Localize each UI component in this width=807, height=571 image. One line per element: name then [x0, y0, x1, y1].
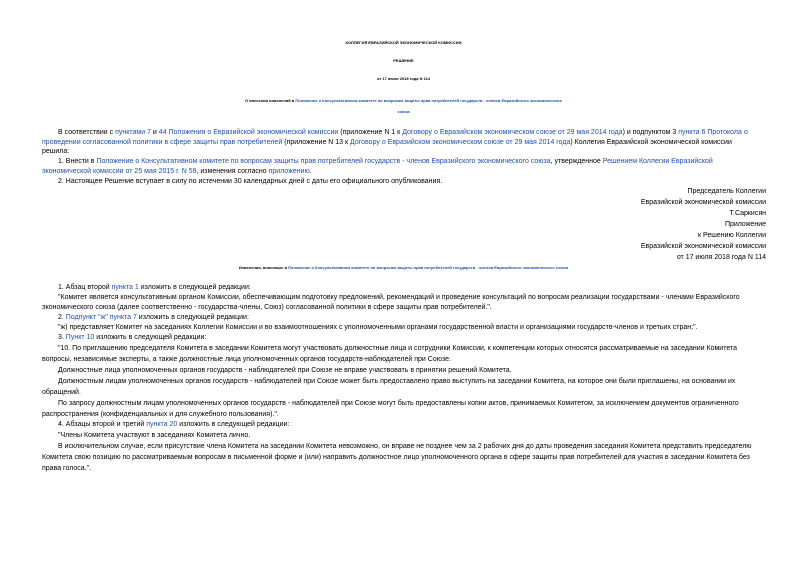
text: ) и подпунктом 3: [622, 129, 679, 136]
signature-line-6: Евразийской экономической комиссии: [640, 243, 766, 250]
signature-line-1: Председатель Коллегии: [687, 188, 766, 195]
text: ) Коллегия Евразийской экономической комиссии: [570, 139, 732, 146]
text: изложить в следующей редакции:: [136, 314, 249, 321]
link-point-1[interactable]: пункта 1: [111, 284, 139, 291]
header-doc-type: РЕШЕНИЕ: [393, 58, 414, 63]
annex-line-6: [58, 333, 206, 342]
item-1-line-1: [58, 157, 713, 166]
annex-line-2: "Комитет является консультативным органом Комиссии, обеспечивающим подготовку предложений, рекомендаций и проведение консультаций по вопросам реализации государствами - членами Евразийского: [58, 294, 740, 301]
text: (приложение N 13 к: [282, 139, 351, 146]
annex-line-4: [58, 313, 249, 322]
text: (приложение N 1 к: [338, 129, 403, 136]
annex-line-18: права голоса.".: [42, 465, 92, 472]
header-title-text: О внесении изменений в: [245, 98, 296, 103]
item-2: 2. Настоящее Решение вступает в силу по истечении 30 календарных дней с даты его официального опубликования.: [58, 178, 443, 185]
header-org: КОЛЛЕГИЯ ЕВРАЗИЙСКОЙ ЭКОНОМИЧЕСКОЙ КОМИССИИ: [345, 40, 462, 45]
preamble-line-1: [58, 128, 748, 137]
annex-line-14: [58, 420, 289, 429]
annex-line-17: Комитета свою позицию по рассматриваемым вопросам в письменной форме и (или) направить должностное лицо уполномоченного органа в сфере защиты прав потребителей для участия в заседании Комитета без: [42, 454, 750, 461]
text: 4. Абзацы второй и третий: [58, 421, 147, 428]
header-date: от 17 июля 2018 года N 114: [376, 76, 431, 81]
annex-line-8: вопросы, независимые эксперты, а также должностные лица уполномоченных органов государств-наблюдателей при Союзе.: [42, 356, 451, 363]
signature-line-4: Приложение: [724, 221, 766, 228]
link-eaeu-treaty-2[interactable]: Договору о Евразийском экономическом союзе от 29 мая 2014 года: [350, 139, 571, 146]
signature-line-7: от 17 июля 2018 года N 114: [676, 254, 766, 261]
text: 2.: [58, 314, 66, 321]
link-regulation[interactable]: Положение о Консультативном комитете по вопросам защиты прав потребителей государств - членов Евразийского экономического союза: [96, 158, 551, 165]
annex-line-1: [58, 283, 251, 292]
link-point-20[interactable]: пункта 20: [146, 421, 178, 428]
text: изложить в следующей редакции:: [177, 421, 290, 428]
link-eec-regulation[interactable]: 44 Положения о Евразийской экономической комиссии: [158, 129, 339, 136]
item-1-line-2: [42, 167, 312, 176]
annex-line-13: распространения (конфиденциальных и для служебного пользования).".: [42, 411, 279, 418]
annex-line-12: По запросу должностным лицам уполномоченных органов государств - наблюдателей при Союзе могут быть предоставлены копии актов, принимаемых Комитетом, за исключением документов ограниченного: [58, 400, 739, 407]
text: 3.: [58, 334, 66, 341]
text: 1. Внести в: [58, 158, 97, 165]
annex-line-10: Должностным лицам уполномоченных органов государств - наблюдателей при Союзе может быть предоставлено право выступить на заседании Комитета, на которое они были приглашены, на основании их: [58, 378, 736, 385]
text: 1. Абзац второй: [58, 284, 112, 291]
annex-line-7: "10. По приглашению председателя Комитета в заседании Комитета могут участвовать должностные лица и сотрудники Комиссии, к компетенции которых относятся рассматриваемые на заседании Комитета: [58, 345, 738, 352]
text: , изменения согласно: [196, 168, 269, 175]
text: .: [309, 168, 312, 175]
annex-title-text: Изменения, вносимые в: [238, 265, 289, 270]
annex-line-15: "Члены Комитета участвуют в заседаниях Комитета лично.: [58, 432, 251, 439]
signature-line-2: Евразийской экономической комиссии: [640, 199, 766, 206]
annex-line-3: экономического союза (далее соответственно - государства-члены, Союз) согласованной политики в сфере защиты прав потребителей.".: [42, 304, 492, 311]
text: изложить в следующей редакции:: [138, 284, 251, 291]
signature-line-5: к Решению Коллегии: [698, 232, 766, 239]
annex-line-9: Должностные лица уполномоченных органов государств - наблюдателей при Союзе не вправе участвовать в принятии решений Комитета.: [58, 367, 512, 374]
header-title-link-cont[interactable]: союза: [397, 109, 410, 114]
text: В соответствии с: [58, 129, 116, 136]
annex-line-5: "ж) представляет Комитет на заседаниях Коллегии Комиссии и во взаимоотношениях с уполномоченными органами государственной власти и организациями государств-членов и третьих стран;".: [58, 324, 698, 331]
link-points-7[interactable]: пунктами 7: [115, 129, 151, 136]
text: и: [150, 129, 159, 136]
annex-line-16: В исключительном случае, если присутствие члена Комитета на заседании Комитета невозможно, он вправе не позднее чем за 2 рабочих дня до даты проведения заседания Комитета представить председателю: [58, 443, 752, 450]
header-title-cont: [0, 107, 807, 117]
signature-line-3: Т.Саркисян: [729, 210, 766, 217]
annex-line-11: обращений.: [42, 389, 81, 396]
link-annex[interactable]: приложению: [268, 168, 310, 175]
preamble-line-2: [42, 138, 732, 147]
link-subpoint-zh[interactable]: Подпункт "ж" пункта 7: [65, 314, 137, 321]
annex-title: [0, 263, 807, 273]
link-protocol[interactable]: пункта 6 Протокола о: [678, 129, 748, 136]
link-protocol-cont[interactable]: проведении согласованной политики в сфере защиты прав потребителей: [42, 139, 283, 146]
link-decision[interactable]: Решением Коллегии Евразийской: [602, 158, 713, 165]
annex-title-link[interactable]: Положение о Консультативном комитете по вопросам защиты прав потребителей государств - членов Евразийского экономического союза: [288, 265, 569, 270]
preamble-line-3: решила:: [42, 148, 70, 155]
link-decision-cont[interactable]: экономической комиссии от 25 мая 2015 г. N 59: [42, 168, 197, 175]
link-point-10[interactable]: Пункт 10: [65, 334, 95, 341]
text: изложить в следующей редакции:: [94, 334, 207, 341]
link-eaeu-treaty[interactable]: Договору о Евразийском экономическом союзе от 29 мая 2014 года: [402, 129, 623, 136]
header-title-link[interactable]: Положение о Консультативном комитете по вопросам защиты прав потребителей государств - членов Евразийского экономического: [295, 98, 562, 103]
text: , утвержденное: [550, 158, 603, 165]
header-title: [0, 96, 807, 106]
